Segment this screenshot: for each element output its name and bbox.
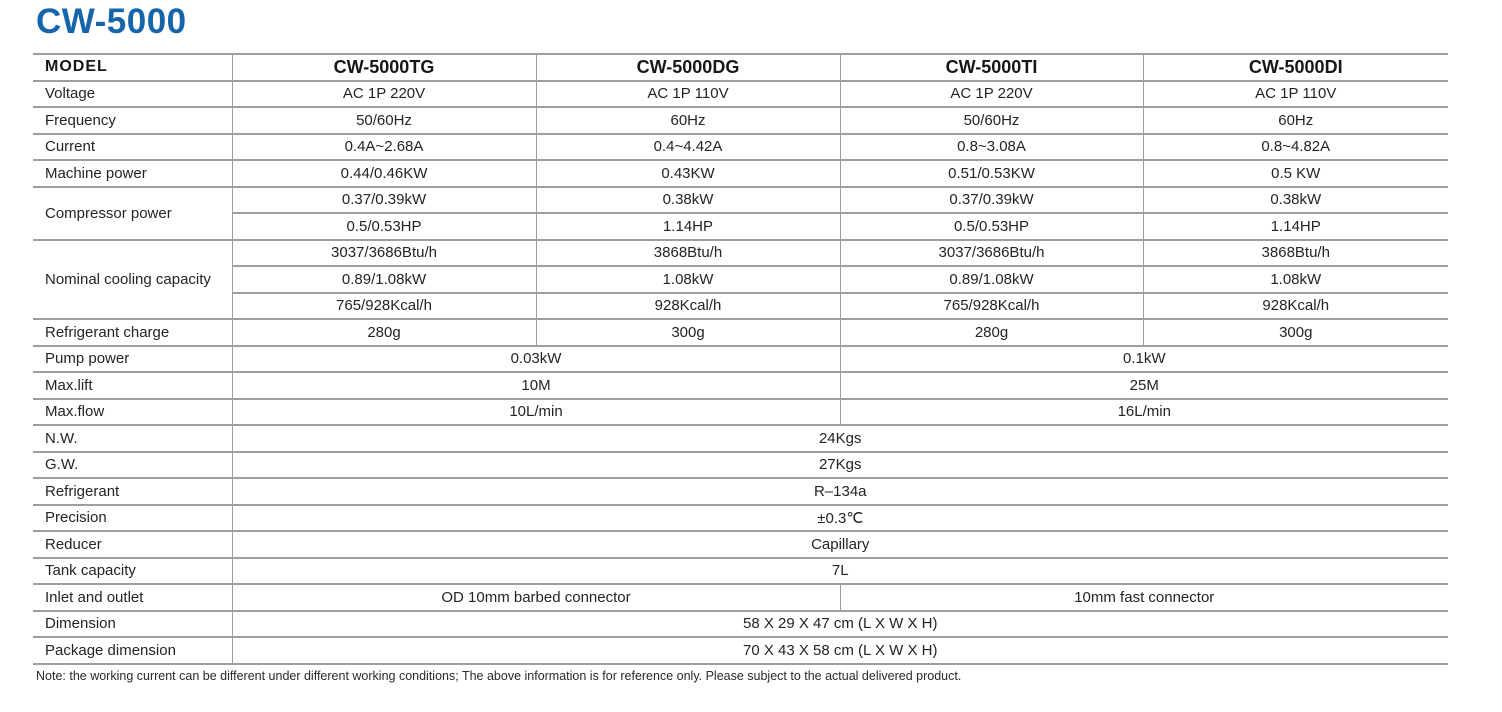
row-label-cell: N.W. — [33, 425, 232, 452]
spec-value-cell: 765/928Kcal/h — [232, 293, 536, 320]
row-label-cell: Nominal cooling capacity — [33, 240, 232, 320]
spec-value-cell: OD 10mm barbed connector — [232, 584, 840, 611]
table-row — [33, 319, 1448, 346]
spec-table — [33, 53, 1448, 665]
row-label-cell: Machine power — [33, 160, 232, 187]
table-row — [33, 160, 1448, 187]
model-header-cell: CW-5000TG — [232, 54, 536, 81]
footnote: Note: the working current can be different under different working conditions; The above information is for reference only. Please subject to the actual delivered product. — [36, 669, 962, 683]
spec-value-cell: 928Kcal/h — [536, 293, 840, 320]
spec-value-cell: 765/928Kcal/h — [840, 293, 1143, 320]
spec-value-cell: 0.44/0.46KW — [232, 160, 536, 187]
spec-value-cell: 3037/3686Btu/h — [232, 240, 536, 267]
spec-value-cell: 300g — [1143, 319, 1448, 346]
row-label-cell: Voltage — [33, 81, 232, 108]
spec-value-cell: 300g — [536, 319, 840, 346]
model-header-cell: CW-5000DI — [1143, 54, 1448, 81]
spec-value-cell: 0.8~4.82A — [1143, 134, 1448, 161]
page-title: CW-5000 — [36, 2, 187, 41]
spec-value-cell: 27Kgs — [232, 452, 1448, 479]
table-row — [33, 505, 1448, 532]
spec-value-cell: 58 X 29 X 47 cm (L X W X H) — [232, 611, 1448, 638]
table-row — [33, 187, 1448, 214]
spec-value-cell: 1.14HP — [1143, 213, 1448, 240]
row-label-cell: Max.lift — [33, 372, 232, 399]
row-label-cell: Tank capacity — [33, 558, 232, 585]
spec-value-cell: 0.5 KW — [1143, 160, 1448, 187]
spec-value-cell: 10L/min — [232, 399, 840, 426]
spec-value-cell: R–134a — [232, 478, 1448, 505]
model-header-cell: CW-5000TI — [840, 54, 1143, 81]
table-row — [33, 346, 1448, 373]
model-header-label-cell: MODEL — [33, 54, 232, 81]
spec-value-cell: AC 1P 220V — [840, 81, 1143, 108]
row-label-cell: Pump power — [33, 346, 232, 373]
spec-value-cell: 0.8~3.08A — [840, 134, 1143, 161]
spec-value-cell: 50/60Hz — [840, 107, 1143, 134]
spec-value-cell: 0.03kW — [232, 346, 840, 373]
spec-value-cell: 0.4~4.42A — [536, 134, 840, 161]
spec-value-cell: 50/60Hz — [232, 107, 536, 134]
row-label-cell: G.W. — [33, 452, 232, 479]
table-row — [33, 107, 1448, 134]
spec-value-cell: AC 1P 110V — [1143, 81, 1448, 108]
spec-value-cell: 60Hz — [1143, 107, 1448, 134]
table-row — [33, 584, 1448, 611]
spec-value-cell: AC 1P 110V — [536, 81, 840, 108]
spec-value-cell: 7L — [232, 558, 1448, 585]
table-row — [33, 372, 1448, 399]
spec-value-cell: 10mm fast connector — [840, 584, 1448, 611]
spec-value-cell: 0.4A~2.68A — [232, 134, 536, 161]
spec-value-cell: 0.38kW — [1143, 187, 1448, 214]
table-row — [33, 240, 1448, 267]
table-row — [33, 425, 1448, 452]
table-row — [33, 478, 1448, 505]
row-label-cell: Inlet and outlet — [33, 584, 232, 611]
table-row — [33, 399, 1448, 426]
row-label-cell: Package dimension — [33, 637, 232, 664]
row-label-cell: Max.flow — [33, 399, 232, 426]
table-row — [33, 266, 1448, 293]
spec-value-cell: 0.89/1.08kW — [840, 266, 1143, 293]
row-label-cell: Refrigerant — [33, 478, 232, 505]
spec-value-cell: 1.08kW — [1143, 266, 1448, 293]
spec-value-cell: 928Kcal/h — [1143, 293, 1448, 320]
spec-value-cell: 0.37/0.39kW — [840, 187, 1143, 214]
spec-value-cell: 3868Btu/h — [1143, 240, 1448, 267]
spec-value-cell: 0.89/1.08kW — [232, 266, 536, 293]
table-row — [33, 611, 1448, 638]
spec-value-cell: 60Hz — [536, 107, 840, 134]
table-row — [33, 81, 1448, 108]
row-label-cell: Current — [33, 134, 232, 161]
row-label-cell: Frequency — [33, 107, 232, 134]
spec-value-cell: 0.37/0.39kW — [232, 187, 536, 214]
spec-value-cell: 0.51/0.53KW — [840, 160, 1143, 187]
row-label-cell: Refrigerant charge — [33, 319, 232, 346]
spec-value-cell: 0.38kW — [536, 187, 840, 214]
table-row — [33, 558, 1448, 585]
model-header-cell: CW-5000DG — [536, 54, 840, 81]
table-row — [33, 134, 1448, 161]
spec-value-cell: 0.5/0.53HP — [232, 213, 536, 240]
spec-value-cell: 3037/3686Btu/h — [840, 240, 1143, 267]
spec-value-cell: 0.1kW — [840, 346, 1448, 373]
spec-value-cell: Capillary — [232, 531, 1448, 558]
spec-value-cell: 3868Btu/h — [536, 240, 840, 267]
row-label-cell: Dimension — [33, 611, 232, 638]
spec-value-cell: 1.08kW — [536, 266, 840, 293]
spec-value-cell: 24Kgs — [232, 425, 1448, 452]
spec-value-cell: 280g — [840, 319, 1143, 346]
row-label-cell: Compressor power — [33, 187, 232, 240]
spec-table-body — [33, 54, 1448, 664]
row-label-cell: Precision — [33, 505, 232, 532]
table-row — [33, 54, 1448, 81]
spec-value-cell: 0.5/0.53HP — [840, 213, 1143, 240]
spec-value-cell: 70 X 43 X 58 cm (L X W X H) — [232, 637, 1448, 664]
table-row — [33, 293, 1448, 320]
spec-value-cell: 1.14HP — [536, 213, 840, 240]
spec-value-cell: AC 1P 220V — [232, 81, 536, 108]
spec-value-cell: 280g — [232, 319, 536, 346]
table-row — [33, 531, 1448, 558]
spec-value-cell: 25M — [840, 372, 1448, 399]
spec-value-cell: 0.43KW — [536, 160, 840, 187]
table-row — [33, 452, 1448, 479]
row-label-cell: Reducer — [33, 531, 232, 558]
spec-value-cell: 10M — [232, 372, 840, 399]
spec-value-cell: 16L/min — [840, 399, 1448, 426]
table-row — [33, 213, 1448, 240]
table-row — [33, 637, 1448, 664]
spec-value-cell: ±0.3℃ — [232, 505, 1448, 532]
